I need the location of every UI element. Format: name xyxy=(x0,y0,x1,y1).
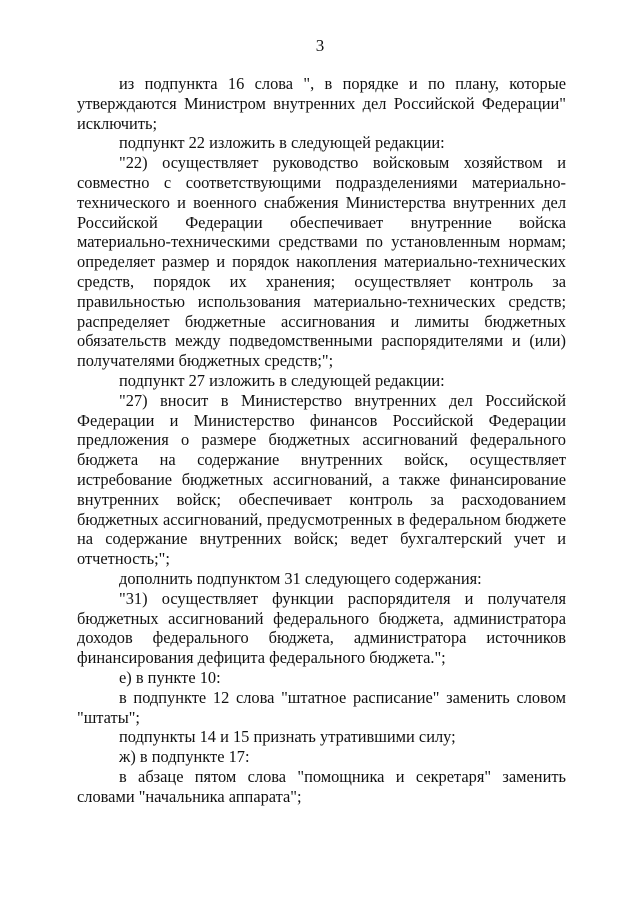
paragraph-subitem-31-text: "31) осуществляет функции распорядителя и получателя бюджетных ассигнований федерального бюджета, администратора доходов федерального бюджета, администратора источников финансирования дефицита федерального бюджета."; xyxy=(77,588,566,668)
paragraph-subitem-27-text: "27) вносит в Министерство внутренних дел Российской Федерации и Министерство финансов Российской Федерации предложения о размере бюджетных ассигнований федерального бюджета на содержание внутренних войск, осуществляет истребование бюджетных ассигнований, а также финансирование внутренних войск; обеспечивает контроль за расходованием бюджетных ассигнований, предусмотренных в федеральном бюджете на содержание внутренних войск; ведет бухгалтерский учет и отчетность;"; xyxy=(77,390,566,569)
document-body xyxy=(77,74,566,806)
paragraph-item-e: е) в пункте 10: xyxy=(119,667,221,687)
paragraph-subitem-16-amendment: из подпункта 16 слова ", в порядке и по плану, которые утверждаются Министром внутренних дел Российской Федерации" исключить; xyxy=(77,74,566,133)
paragraph-subitem-31-intro: дополнить подпунктом 31 следующего содержания: xyxy=(119,568,482,588)
paragraph-subitem-22-intro: подпункт 22 изложить в следующей редакции: xyxy=(119,133,445,153)
paragraph-subitems-14-15-repeal: подпункты 14 и 15 признать утратившими силу; xyxy=(119,727,456,747)
paragraph-fifth-abzac-amendment: в абзаце пятом слова "помощника и секретаря" заменить словами "начальника аппарата"; xyxy=(77,766,566,806)
paragraph-subitem-27-intro: подпункт 27 изложить в следующей редакции: xyxy=(119,370,445,390)
paragraph-item-zh: ж) в подпункте 17: xyxy=(119,747,250,767)
paragraph-subitem-12-amendment: в подпункте 12 слова "штатное расписание" заменить словом "штаты"; xyxy=(77,687,566,727)
page-number: 3 xyxy=(315,36,325,55)
paragraph-subitem-22-text: "22) осуществляет руководство войсковым хозяйством и совместно с соответствующими подразделениями материально-технического и военного снабжения Министерства внутренних дел Российской Федерации обеспечивает внутренние войска материально-техническими средствами по установленным нормам; определяет размер и порядок накопления материально-технических средств, порядок их хранения; осуществляет контроль за правильностью использования материально-технических средств; распределяет бюджетные ассигнования и лимиты бюджетных обязательств между подведомственными распорядителями и (или) получателями бюджетных средств;"; xyxy=(77,153,566,371)
